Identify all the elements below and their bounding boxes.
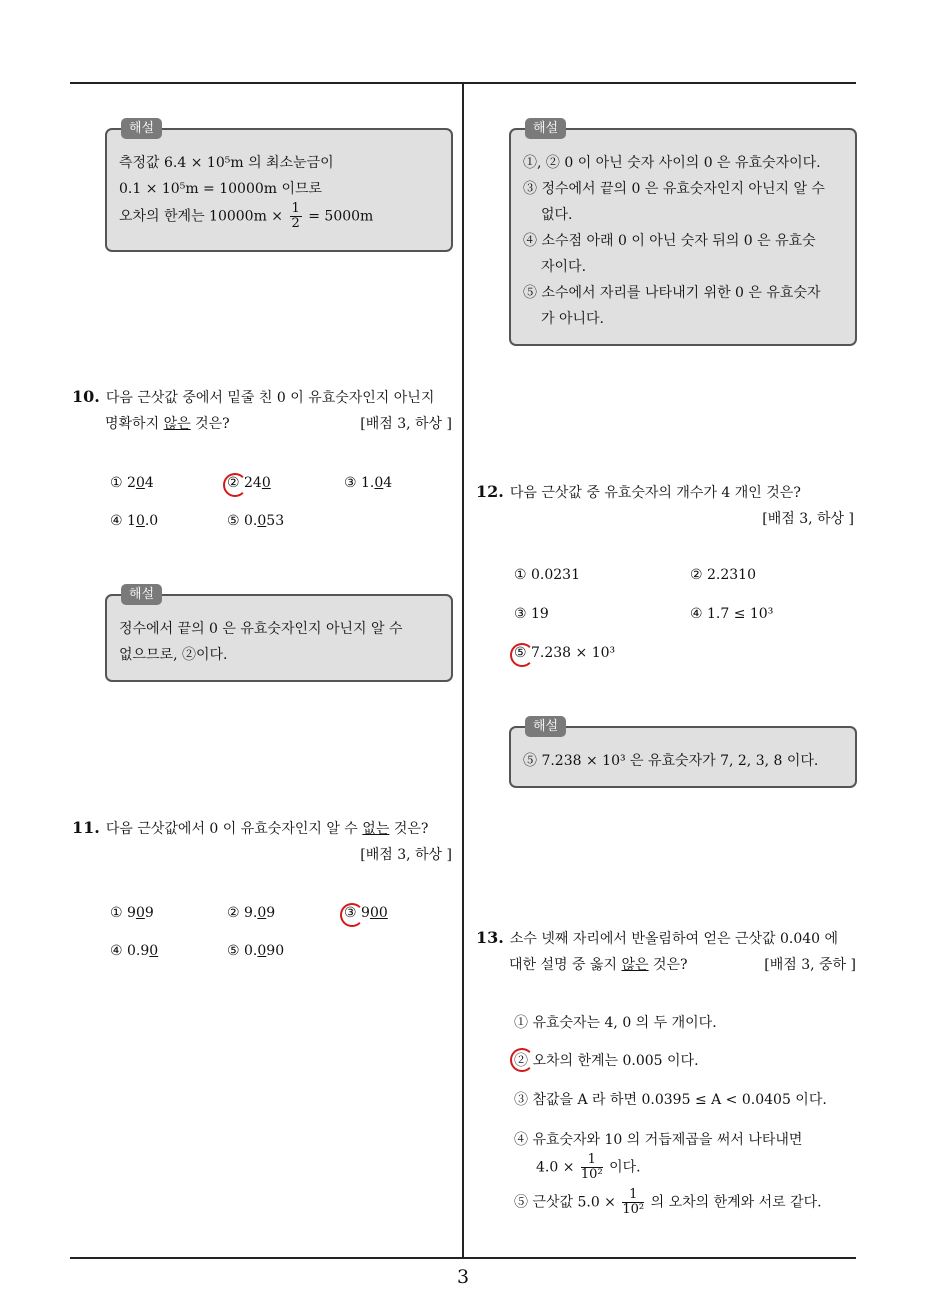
explanation-tag: 해설: [121, 584, 162, 605]
score-label: [배점 3, 하상 ]: [360, 847, 452, 863]
explanation-line: 측정값 6.4 × 10⁵m 의 최소눈금이: [119, 155, 334, 171]
explanation-tag: 해설: [121, 118, 162, 139]
text: 4.0 ×: [536, 1159, 575, 1176]
q10-option-4[interactable]: [110, 513, 158, 529]
question-text: 것은?: [653, 957, 688, 973]
q13-option-5[interactable]: [514, 1188, 822, 1217]
explanation-line: ⑤ 7.238 × 10³ 은 유효숫자가 7, 2, 3, 8 이다.: [523, 753, 819, 769]
text: 0.: [244, 943, 258, 959]
explanation-line: 0.1 × 10⁵m = 10000m 이므로: [119, 181, 323, 197]
score-label: [배점 3, 중하 ]: [764, 957, 856, 973]
text: 90: [266, 943, 285, 959]
q10-option-5[interactable]: [227, 513, 284, 529]
text: 9: [266, 905, 276, 921]
text: 0.9: [127, 943, 150, 959]
question-text: 대한 설명 중 옳지: [509, 957, 618, 973]
question-number: 10.: [72, 387, 100, 406]
answer-circle-mark: [510, 1048, 534, 1072]
q13-option-3[interactable]: ③ 참값을 A 라 하면 0.0395 ≤ A < 0.0405 이다.: [514, 1092, 827, 1108]
text: 9.: [244, 905, 258, 921]
option-marker: ①: [110, 475, 123, 491]
q10-option-1[interactable]: [110, 475, 154, 491]
question-text: 것은?: [393, 821, 429, 837]
bottom-rule: [70, 1257, 856, 1259]
underlined-text: 않은: [621, 957, 649, 973]
question-text: 다음 근삿값 중 유효숫자의 개수가 4 개인 것은?: [509, 485, 801, 501]
underlined-digit: 0: [135, 513, 145, 529]
q11-option-1[interactable]: [110, 905, 154, 921]
q11-option-4[interactable]: [110, 943, 158, 959]
q12-option-5[interactable]: [514, 645, 615, 661]
page-number: 3: [456, 1266, 470, 1288]
text: 0.: [244, 513, 258, 529]
score-label: [배점 3, 하상 ]: [762, 511, 854, 527]
text: 9: [361, 905, 370, 921]
explanation-tag: 해설: [525, 118, 566, 139]
score-label: [배점 3, 하상 ]: [360, 416, 452, 432]
text: 4: [383, 475, 393, 491]
numerator: 1: [622, 1188, 644, 1203]
q11-option-3[interactable]: [344, 905, 388, 921]
q12-option-4[interactable]: ④ 1.7 ≤ 10³: [690, 606, 774, 622]
explanation-line: 없다.: [541, 207, 573, 223]
numerator: 1: [291, 201, 300, 216]
underlined-digit: 0: [261, 475, 271, 491]
question-11: [72, 815, 452, 868]
explanation-box-9: [105, 121, 453, 252]
q11-option-2[interactable]: [227, 905, 275, 921]
question-10: [72, 384, 452, 437]
answer-circle-mark: [223, 473, 247, 497]
explanation-line: 정수에서 끝의 0 은 유효숫자인지 아닌지 알 수: [119, 621, 403, 637]
text: .0: [144, 513, 159, 529]
text: 이다.: [609, 1159, 641, 1176]
option-marker: ①: [110, 905, 123, 921]
text: 53: [266, 513, 285, 529]
question-text: 것은?: [195, 416, 230, 432]
numerator: 1: [581, 1153, 603, 1168]
underlined-digit: 0: [135, 475, 145, 491]
explanation-line: 없으므로, ②이다.: [119, 647, 228, 663]
underlined-text: 없는: [362, 821, 390, 837]
fraction: [622, 1188, 644, 1217]
option-marker: ④: [110, 943, 123, 959]
question-text: 명확하지: [105, 416, 160, 432]
q10-option-3[interactable]: [344, 475, 392, 491]
q12-option-2[interactable]: ② 2.2310: [690, 567, 756, 583]
answer-circle-mark: [510, 643, 534, 667]
text: 의 오차의 한계와 서로 같다.: [650, 1194, 822, 1211]
text: 1: [127, 513, 136, 529]
text: 4: [144, 475, 154, 491]
explanation-box-12: [509, 719, 857, 788]
underlined-digit: 0: [135, 905, 145, 921]
option-marker: ③: [344, 905, 357, 921]
underlined-text: 않은: [163, 416, 191, 432]
question-text: 소수 넷째 자리에서 반올림하여 얻은 근삿값 0.040 에: [509, 931, 839, 947]
question-text: 다음 근삿값에서 0 이 유효숫자인지 알 수: [105, 821, 358, 837]
underlined-digit: 0: [149, 943, 159, 959]
q13-option-1[interactable]: ① 유효숫자는 4, 0 의 두 개이다.: [514, 1015, 717, 1031]
denominator: 2: [291, 216, 300, 231]
text: 오차의 한계는 10000m ×: [119, 208, 284, 225]
fraction: [581, 1153, 603, 1182]
explanation-box-10: [105, 587, 453, 682]
question-number: 12.: [476, 482, 504, 501]
q13-option-4[interactable]: [514, 1127, 802, 1182]
option-text: ⑤ 7.238 × 10³: [514, 645, 616, 661]
explanation-line: ④ 소수점 아래 0 이 아닌 숫자 뒤의 0 은 유효숫: [523, 233, 816, 249]
column-divider: [462, 83, 464, 1257]
text: 9: [144, 905, 154, 921]
option-marker: ③: [344, 475, 357, 491]
q12-option-3[interactable]: ③ 19: [514, 606, 549, 622]
explanation-line: ①, ② 0 이 아닌 숫자 사이의 0 은 유효숫자이다.: [523, 155, 821, 171]
q13-option-2[interactable]: [514, 1050, 699, 1070]
fraction: [290, 202, 302, 231]
question-number: 13.: [476, 928, 504, 947]
option-marker: ⑤: [227, 943, 240, 959]
option-text: ② 오차의 한계는 0.005 이다.: [514, 1053, 699, 1069]
text: = 5000m: [308, 208, 374, 225]
text: 24: [244, 475, 262, 491]
q10-option-2[interactable]: [227, 475, 271, 491]
option-text: ④ 유효숫자와 10 의 거듭제곱을 써서 나타내면: [514, 1132, 803, 1148]
question-13: [476, 925, 856, 978]
option-marker: ⑤: [227, 513, 240, 529]
underlined-digit: 0: [257, 513, 267, 529]
explanation-box-significant-zero: [509, 121, 857, 346]
option-marker: ②: [227, 475, 240, 491]
question-12: [476, 479, 854, 532]
question-number: 11.: [72, 818, 100, 837]
answer-circle-mark: [340, 903, 364, 927]
explanation-line: 가 아니다.: [541, 311, 604, 327]
text: 2: [127, 475, 136, 491]
text: ⑤ 근삿값 5.0 ×: [514, 1194, 616, 1211]
explanation-line: ③ 정수에서 끝의 0 은 유효숫자인지 아닌지 알 수: [523, 181, 825, 197]
q11-option-5[interactable]: [227, 943, 284, 959]
underlined-digit: 0: [374, 475, 384, 491]
option-marker: ④: [110, 513, 123, 529]
text: 9: [127, 905, 136, 921]
q12-option-1[interactable]: ① 0.0231: [514, 567, 580, 583]
explanation-line: ⑤ 소수에서 자리를 나타내기 위한 0 은 유효숫자: [523, 285, 821, 301]
underlined-digit: 0: [257, 905, 267, 921]
option-marker: ②: [227, 905, 240, 921]
explanation-line: [119, 202, 439, 231]
explanation-tag: 해설: [525, 716, 566, 737]
underlined-digit: 0: [257, 943, 267, 959]
underlined-digit: 00: [369, 905, 388, 921]
denominator: 10²: [622, 1202, 645, 1217]
denominator: 10²: [580, 1167, 603, 1182]
question-text: 다음 근삿값 중에서 밑줄 친 0 이 유효숫자인지 아닌지: [105, 390, 435, 406]
explanation-line: 자이다.: [541, 259, 587, 275]
text: 1.: [361, 475, 375, 491]
